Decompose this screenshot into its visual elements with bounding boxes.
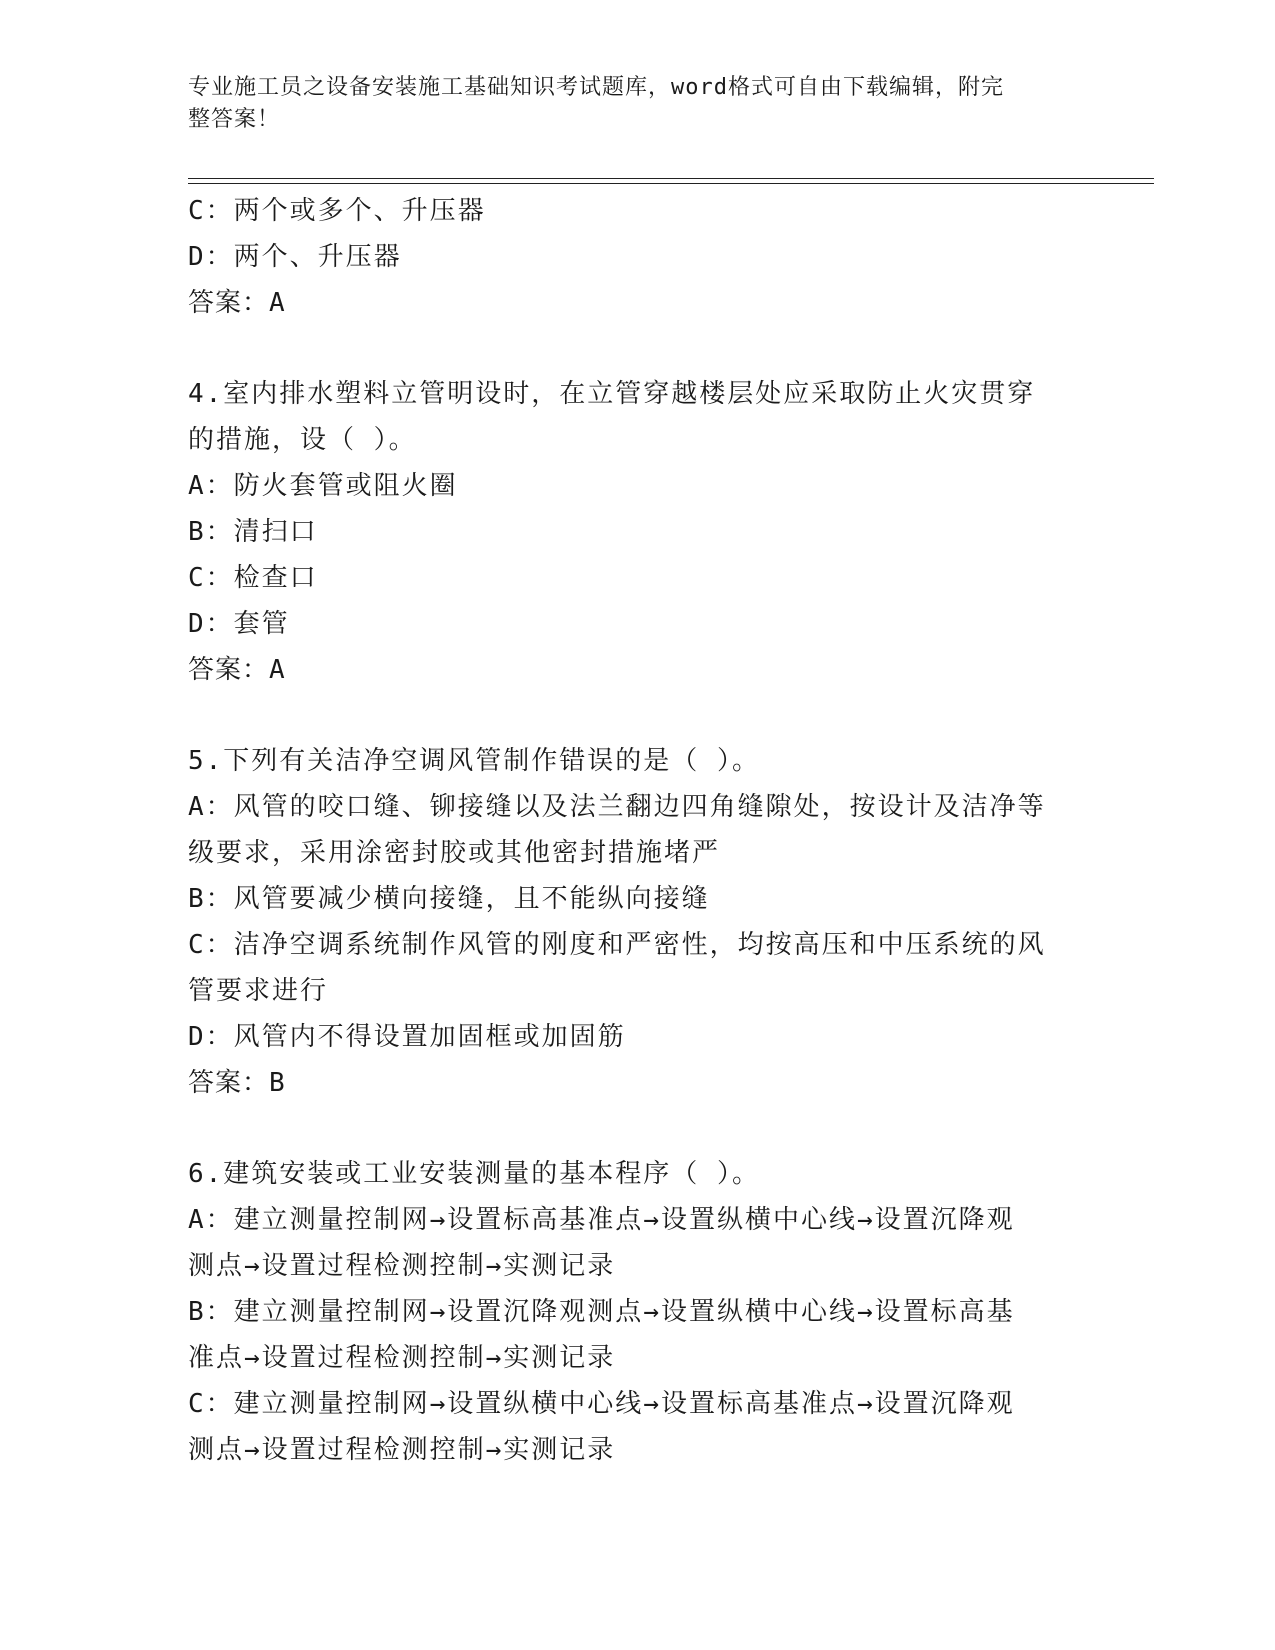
option-b: B：风管要减少横向接缝，且不能纵向接缝 (188, 884, 710, 914)
option-b-continued: 准点→设置过程检测控制→实测记录 (188, 1343, 616, 1373)
question-text: 的措施，设（ ）。 (188, 425, 417, 455)
option-a-continued: 测点→设置过程检测控制→实测记录 (188, 1251, 616, 1281)
option-c: C：洁净空调系统制作风管的刚度和严密性，均按高压和中压系统的风 (188, 930, 1046, 960)
question-6 (188, 1151, 1068, 1473)
question-4 (188, 371, 1068, 693)
header-divider-bottom (188, 183, 1154, 184)
option-c: C：建立测量控制网→设置纵横中心线→设置标高基准点→设置沉降观 (188, 1389, 1015, 1419)
spacer (188, 693, 1068, 738)
spacer (188, 326, 1068, 371)
option-c: C：检查口 (188, 563, 318, 593)
option-c: C：两个或多个、升压器 (188, 196, 486, 226)
option-a: A：建立测量控制网→设置标高基准点→设置纵横中心线→设置沉降观 (188, 1205, 1015, 1235)
option-d: D：两个、升压器 (188, 242, 402, 272)
option-d: D：风管内不得设置加固框或加固筋 (188, 1022, 626, 1052)
question-content (188, 188, 1068, 1473)
answer: 答案：B (188, 1068, 286, 1098)
option-b: B：建立测量控制网→设置沉降观测点→设置纵横中心线→设置标高基 (188, 1297, 1015, 1327)
spacer (188, 1106, 1068, 1151)
header-divider-top (188, 178, 1154, 179)
question-text: 4.室内排水塑料立管明设时，在立管穿越楼层处应采取防止火灾贯穿 (188, 379, 1036, 409)
question-text: 6.建筑安装或工业安装测量的基本程序（ ）。 (188, 1159, 760, 1189)
answer: 答案：A (188, 655, 286, 685)
option-a: A：防火套管或阻火圈 (188, 471, 458, 501)
option-a: A：风管的咬口缝、铆接缝以及法兰翻边四角缝隙处，按设计及洁净等 (188, 792, 1046, 822)
header-line-2: 整答案！ (188, 107, 281, 132)
document-header (188, 72, 1068, 136)
option-d: D：套管 (188, 609, 290, 639)
question-text: 5.下列有关洁净空调风管制作错误的是（ ）。 (188, 746, 760, 776)
option-a-continued: 级要求，采用涂密封胶或其他密封措施堵严 (188, 838, 721, 868)
option-c-continued: 管要求进行 (188, 976, 329, 1006)
option-c-continued: 测点→设置过程检测控制→实测记录 (188, 1435, 616, 1465)
question-5 (188, 738, 1068, 1106)
header-line-1: 专业施工员之设备安装施工基础知识考试题库，word格式可自由下载编辑，附完 (188, 75, 1004, 100)
answer: 答案：A (188, 288, 286, 318)
option-b: B：清扫口 (188, 517, 318, 547)
